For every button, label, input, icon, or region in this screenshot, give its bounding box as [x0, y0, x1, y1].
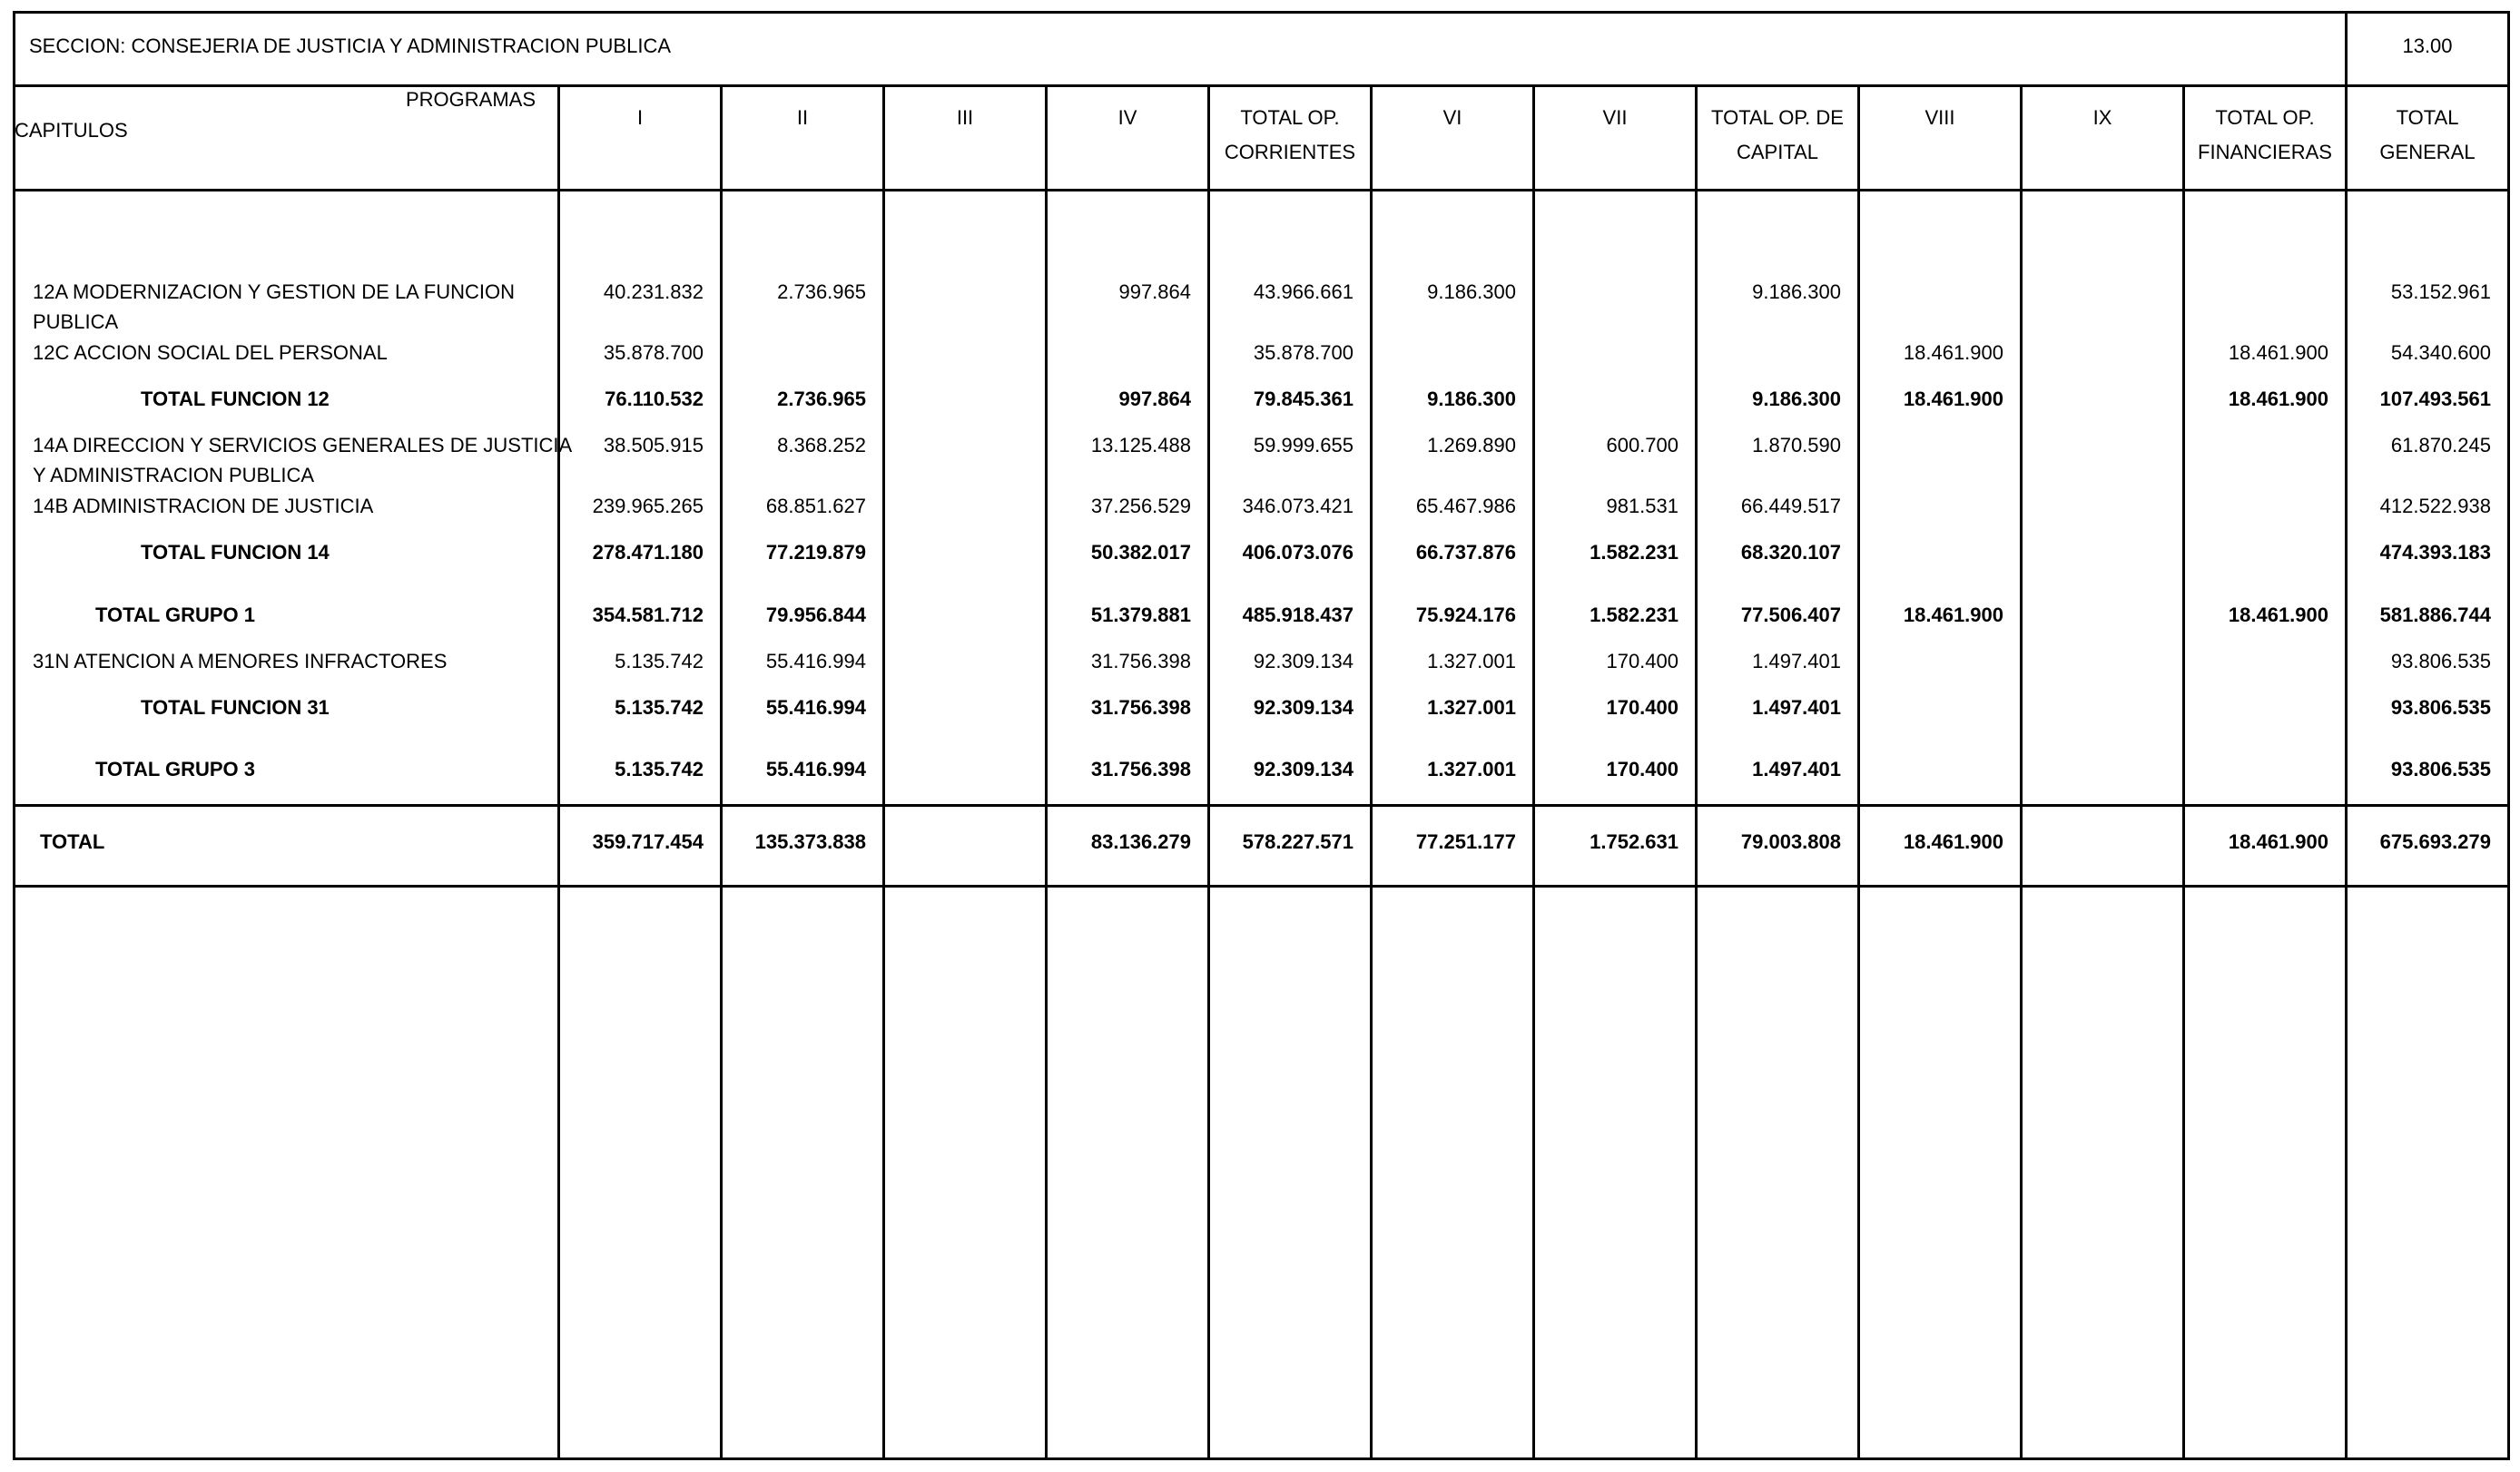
row-7-value-7: 1.497.401 — [1752, 650, 1841, 672]
row-8-value-5: 1.327.001 — [1427, 696, 1516, 719]
row-8-value-0: 5.135.742 — [615, 696, 704, 719]
rule-0 — [13, 11, 2507, 14]
column-header-1: II — [796, 106, 809, 129]
row-7-value-11: 93.806.535 — [2390, 650, 2491, 672]
row-label-5: TOTAL FUNCION 14 — [141, 541, 330, 564]
column-header-10: TOTAL OP. — [2215, 106, 2315, 129]
row-3-value-5: 1.269.890 — [1427, 434, 1516, 456]
row-2-value-7: 9.186.300 — [1752, 388, 1841, 410]
row-9-value-7: 1.497.401 — [1752, 758, 1841, 780]
column-header-7-line1: CAPITAL — [1736, 141, 1819, 163]
row-label-8: TOTAL FUNCION 31 — [141, 696, 330, 719]
column-header-10-line1: FINANCIERAS — [2198, 141, 2332, 163]
row-6-value-11: 581.886.744 — [2379, 604, 2491, 626]
total-value-3: 83.136.279 — [1090, 830, 1191, 853]
row-2-value-10: 18.461.900 — [2228, 388, 2328, 410]
capitulos-label: CAPITULOS — [15, 119, 128, 142]
column-divider-2 — [882, 84, 885, 1460]
column-header-4-line1: CORRIENTES — [1224, 141, 1356, 163]
row-label-9: TOTAL GRUPO 3 — [95, 758, 256, 780]
row-6-value-8: 18.461.900 — [1903, 604, 2003, 626]
row-5-value-1: 77.219.879 — [765, 541, 866, 564]
row-6-value-0: 354.581.712 — [592, 604, 704, 626]
column-divider-9 — [2020, 84, 2023, 1460]
row-4-value-1: 68.851.627 — [765, 495, 866, 517]
row-8-value-1: 55.416.994 — [765, 696, 866, 719]
row-0-value-4: 43.966.661 — [1253, 280, 1354, 303]
row-3-value-1: 8.368.252 — [777, 434, 866, 456]
row-8-value-3: 31.756.398 — [1090, 696, 1191, 719]
column-header-11-line1: GENERAL — [2379, 141, 2476, 163]
row-5-value-4: 406.073.076 — [1242, 541, 1354, 564]
row-3-value-11: 61.870.245 — [2390, 434, 2491, 456]
row-6-value-1: 79.956.844 — [765, 604, 866, 626]
total-value-4: 578.227.571 — [1242, 830, 1354, 853]
row-4-value-0: 239.965.265 — [592, 495, 704, 517]
row-9-value-0: 5.135.742 — [615, 758, 704, 780]
total-value-11: 675.693.279 — [2379, 830, 2491, 853]
row-2-value-5: 9.186.300 — [1427, 388, 1516, 410]
row-0-value-11: 53.152.961 — [2390, 280, 2491, 303]
row-6-value-6: 1.582.231 — [1590, 604, 1678, 626]
row-4-value-5: 65.467.986 — [1415, 495, 1516, 517]
border-right — [2507, 11, 2510, 1460]
row-label-1: 12C ACCION SOCIAL DEL PERSONAL — [33, 341, 388, 364]
row-label-2: TOTAL FUNCION 12 — [141, 388, 330, 410]
row-7-value-0: 5.135.742 — [615, 650, 704, 672]
row-7-value-3: 31.756.398 — [1090, 650, 1191, 672]
row-5-value-6: 1.582.231 — [1590, 541, 1678, 564]
section-code: 13.00 — [2402, 34, 2453, 57]
column-header-2: III — [956, 106, 974, 129]
row-8-value-7: 1.497.401 — [1752, 696, 1841, 719]
row-5-value-5: 66.737.876 — [1415, 541, 1516, 564]
row-8-value-4: 92.309.134 — [1253, 696, 1354, 719]
row-6-value-10: 18.461.900 — [2228, 604, 2328, 626]
row-0-value-3: 997.864 — [1118, 280, 1191, 303]
row-2-value-11: 107.493.561 — [2379, 388, 2491, 410]
row-1-value-11: 54.340.600 — [2390, 341, 2491, 364]
column-header-0: I — [636, 106, 644, 129]
row-3-value-6: 600.700 — [1606, 434, 1678, 456]
rule-2 — [13, 189, 2507, 191]
row-1-value-0: 35.878.700 — [603, 341, 704, 364]
section-title: SECCION: CONSEJERIA DE JUSTICIA Y ADMINISTRACION PUBLICA — [29, 34, 672, 57]
row-8-value-11: 93.806.535 — [2390, 696, 2491, 719]
row-4-value-6: 981.531 — [1606, 495, 1678, 517]
row-label-3: 14A DIRECCION Y SERVICIOS GENERALES DE JUSTICIA — [33, 434, 573, 456]
total-value-10: 18.461.900 — [2228, 830, 2328, 853]
row-5-value-7: 68.320.107 — [1740, 541, 1841, 564]
border-left — [13, 11, 15, 1460]
row-0-value-0: 40.231.832 — [603, 280, 704, 303]
rule-3 — [13, 804, 2507, 807]
row-4-value-11: 412.522.938 — [2379, 495, 2491, 517]
row-0-value-7: 9.186.300 — [1752, 280, 1841, 303]
column-header-9: IX — [2092, 106, 2112, 129]
row-5-value-0: 278.471.180 — [592, 541, 704, 564]
column-header-4: TOTAL OP. — [1240, 106, 1340, 129]
row-2-value-8: 18.461.900 — [1903, 388, 2003, 410]
row-6-value-3: 51.379.881 — [1090, 604, 1191, 626]
row-2-value-1: 2.736.965 — [777, 388, 866, 410]
row-8-value-6: 170.400 — [1606, 696, 1678, 719]
total-value-0: 359.717.454 — [592, 830, 704, 853]
row-4-value-3: 37.256.529 — [1090, 495, 1191, 517]
row-0-value-1: 2.736.965 — [777, 280, 866, 303]
row-3-value-0: 38.505.915 — [603, 434, 704, 456]
row-3-value-3: 13.125.488 — [1090, 434, 1191, 456]
row-6-value-7: 77.506.407 — [1740, 604, 1841, 626]
row-label-6: TOTAL GRUPO 1 — [95, 604, 256, 626]
row-1-value-8: 18.461.900 — [1903, 341, 2003, 364]
row-3-value-4: 59.999.655 — [1253, 434, 1354, 456]
row-6-value-4: 485.918.437 — [1242, 604, 1354, 626]
row-7-value-5: 1.327.001 — [1427, 650, 1516, 672]
row-label-7: 31N ATENCION A MENORES INFRACTORES — [33, 650, 448, 672]
row-label-0-line1: PUBLICA — [33, 310, 119, 333]
column-header-5: VI — [1442, 106, 1462, 129]
column-header-11: TOTAL — [2396, 106, 2459, 129]
row-5-value-11: 474.393.183 — [2379, 541, 2491, 564]
row-label-3-line1: Y ADMINISTRACION PUBLICA — [33, 464, 315, 486]
row-2-value-0: 76.110.532 — [605, 388, 704, 410]
row-2-value-4: 79.845.361 — [1253, 388, 1354, 410]
row-7-value-1: 55.416.994 — [765, 650, 866, 672]
column-header-8: VIII — [1924, 106, 1955, 129]
row-3-value-7: 1.870.590 — [1752, 434, 1841, 456]
row-7-value-6: 170.400 — [1606, 650, 1678, 672]
total-value-6: 1.752.631 — [1590, 830, 1678, 853]
row-4-value-7: 66.449.517 — [1740, 495, 1841, 517]
row-0-value-5: 9.186.300 — [1427, 280, 1516, 303]
total-value-5: 77.251.177 — [1415, 830, 1516, 853]
total-value-1: 135.373.838 — [754, 830, 866, 853]
row-9-value-6: 170.400 — [1606, 758, 1678, 780]
row-1-value-10: 18.461.900 — [2228, 341, 2328, 364]
row-label-4: 14B ADMINISTRACION DE JUSTICIA — [33, 495, 374, 517]
column-header-7: TOTAL OP. DE — [1711, 106, 1844, 129]
rule-5 — [13, 1457, 2507, 1460]
row-4-value-4: 346.073.421 — [1242, 495, 1354, 517]
total-value-7: 79.003.808 — [1740, 830, 1841, 853]
total-label: TOTAL — [40, 830, 105, 853]
programas-label: PROGRAMAS — [405, 88, 536, 111]
column-divider-10 — [2182, 84, 2185, 1460]
row-label-0: 12A MODERNIZACION Y GESTION DE LA FUNCION — [33, 280, 515, 303]
row-7-value-4: 92.309.134 — [1253, 650, 1354, 672]
column-header-3: IV — [1117, 106, 1137, 129]
row-9-value-4: 92.309.134 — [1253, 758, 1354, 780]
row-6-value-5: 75.924.176 — [1415, 604, 1516, 626]
row-5-value-3: 50.382.017 — [1090, 541, 1191, 564]
row-1-value-4: 35.878.700 — [1253, 341, 1354, 364]
rule-4 — [13, 885, 2507, 888]
row-2-value-3: 997.864 — [1118, 388, 1191, 410]
total-value-8: 18.461.900 — [1903, 830, 2003, 853]
row-9-value-1: 55.416.994 — [765, 758, 866, 780]
row-9-value-11: 93.806.535 — [2390, 758, 2491, 780]
column-header-6: VII — [1602, 106, 1628, 129]
column-divider-8 — [1857, 84, 1860, 1460]
row-9-value-3: 31.756.398 — [1090, 758, 1191, 780]
row-9-value-5: 1.327.001 — [1427, 758, 1516, 780]
